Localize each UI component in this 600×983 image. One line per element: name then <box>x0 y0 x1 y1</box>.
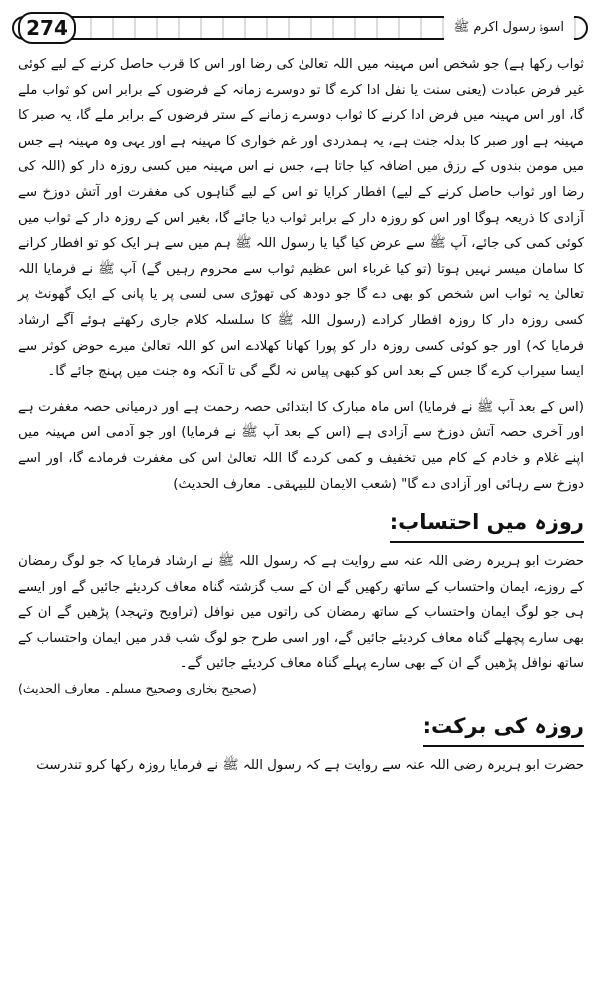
running-title: اسوۂ رسول اکرم ﷺ <box>444 14 574 42</box>
section-ihtisab-text: حضرت ابو ہریرہ رضی اللہ عنہ سے روایت ہے کہ رسول اللہ ﷺ نے ارشاد فرمایا کہ جو لوگ رمضان کے روزے، ایمان واحتساب کے ساتھ رکھیں گے ان کے سب گزشتہ گناہ معاف کردیئے جائیں گے اور ایسے ہی جو لوگ ایمان واحتساب کے ساتھ رمضان کی راتوں میں نوافل (تراویح وتہجد) پڑھیں گے ان کے بھی سارے پچھلے گناہ معاف کردیئے جائیں گے، اور اسی طرح جو لوگ شب قدر میں ایمان واحتساب کے ساتھ نوافل پڑھیں گے ان کے بھی سارے پہلے گناہ معاف کردیئے جائیں گے۔ <box>18 554 584 672</box>
section-barkat-text: حضرت ابو ہریرہ رضی اللہ عنہ سے روایت ہے کہ رسول اللہ ﷺ نے فرمایا روزہ رکھا کرو تندرست <box>36 758 584 774</box>
section-heading-barkat: روزہ کی برکت: <box>423 709 584 747</box>
page-header <box>12 12 588 44</box>
section-ihtisab-citation: (صحیح بخاری وصحیح مسلم۔ معارف الحدیث) <box>18 681 257 697</box>
intro-paragraph: ثواب رکھا ہے) جو شخص اس مہینہ میں اللہ تعالیٰ کی رضا اور اس کا قرب حاصل کرنے کے لیے کوئی غیر فرض عبادت (یعنی سنت یا نفل ادا کرے گا تو دوسرے زمانہ کے فرضوں کے برابر اس کو ثواب ملے گا، اور اس مہینہ میں فرض ادا کرنے کا ثواب دوسرے زمانے کے ستر فرضوں کے برابر ملے گا، یہ صبر کا مہینہ ہے اور صبر کا بدلہ جنت ہے، یہ ہمدردی اور غم خواری کا مہینہ ہے اور یہی وہ مہینہ ہے جس میں مومن بندوں کے رزق میں اضافہ کیا جاتا ہے، جس نے اس مہینہ میں کسی روزہ دار کو (اللہ کی رضا اور ثواب حاصل کرنے کے لیے) افطار کرایا تو اس کے لیے گناہوں کی مغفرت اور آتش دوزخ سے آزادی کا ذریعہ ہوگا اور اس کو روزہ دار کے برابر ثواب دیا جائے گا، بغیر اس کے روزہ دار کے ثواب میں کوئی کمی کی جائے، آپ ﷺ سے عرض کیا گیا یا رسول اللہ ﷺ ہم میں سے ہر ایک کو تو افطار کرانے کا سامان میسر نہیں ہوتا (تو کیا غرباء اس عظیم ثواب سے محروم رہیں گے) آپ ﷺ نے فرمایا اللہ تعالیٰ یہ ثواب اس شخص کو بھی دے گا جو دودھ کی تھوڑی سی لسی پر یا پانی کے ایک گھونٹ پر کسی روزہ دار کا روزہ افطار کرادے (رسول اللہ ﷺ کا سلسلہ کلام جاری رکھتے ہوئے آگے ارشاد فرمایا کہ) اور جو کوئی کسی روزہ دار کو پورا کھانا کھلادے اس کو اللہ تعالیٰ میرے حوض کوثر سے ایسا سیراب کرے گا جس کے بعد اس کو کبھی پیاس نہ لگے گی تا آنکہ وہ جنت میں پہنچ جائے گا۔ <box>18 57 584 380</box>
section-heading-wrap <box>18 701 584 753</box>
page-number: 274 <box>18 12 76 44</box>
section-heading-wrap <box>18 497 584 549</box>
page-body <box>18 52 584 779</box>
second-paragraph: (اس کے بعد آپ ﷺ نے فرمایا) اس ماہ مبارک کا ابتدائی حصہ رحمت ہے اور درمیانی حصہ مغفرت ہے اور آخری حصہ آتش دوزخ سے آزادی ہے (اس کے بعد آپ ﷺ نے فرمایا) اور جو آدمی اس مہینہ میں اپنے غلام و خادم کے کام میں تخفیف و کمی کردے گا اللہ تعالیٰ اس کی مغفرت فرمادے گا، اور اسے دوزخ سے رہائی اور آزادی دے گا" (شعب الایمان للبیہقی۔ معارف الحدیث) <box>18 399 584 492</box>
section-heading-ihtisab: روزہ میں احتساب: <box>390 505 584 543</box>
